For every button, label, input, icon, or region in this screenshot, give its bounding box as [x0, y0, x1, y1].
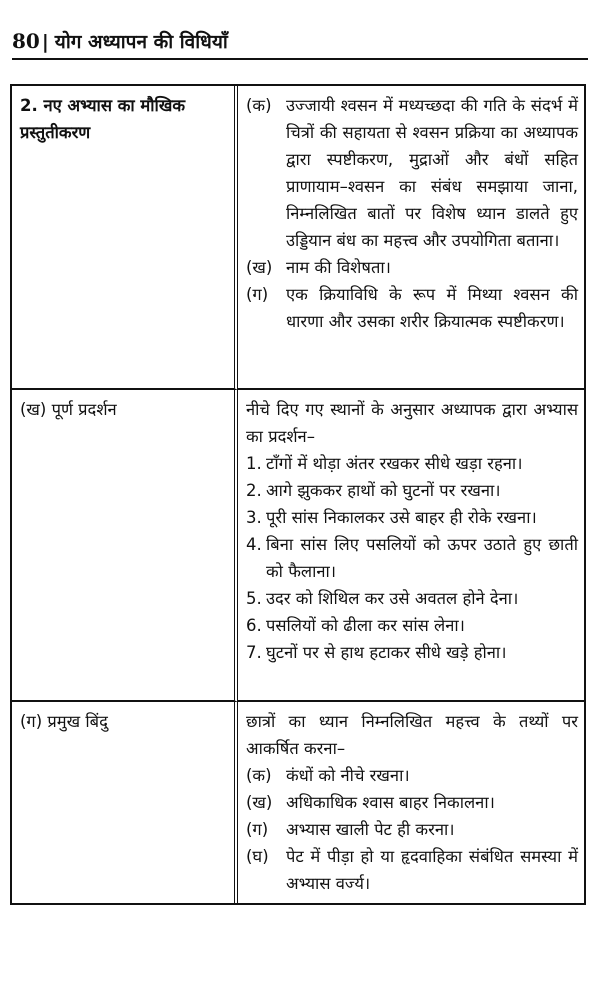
list-item [246, 762, 578, 789]
item-marker: 2. [246, 481, 262, 500]
content-table [10, 84, 586, 905]
item-text: घुटनों पर से हाथ हटाकर सीधे खड़े होना। [266, 643, 507, 662]
list-item [246, 816, 578, 843]
row-content-cell [238, 86, 584, 390]
item-marker: 7. [246, 643, 262, 662]
item-marker: (ख) [246, 793, 273, 812]
item-text: नाम की विशेषता। [286, 258, 391, 277]
list-item [246, 254, 578, 281]
item-marker: 3. [246, 508, 262, 527]
item-text: कंधों को नीचे रखना। [286, 766, 410, 785]
item-marker: (ख) [246, 258, 273, 277]
row-heading: (ख) पूर्ण प्रदर्शन [20, 400, 117, 419]
header-separator: | [41, 31, 49, 53]
item-text: उज्जायी श्वसन में मध्यच्छदा की गति के संदर्भ में चित्रों की सहायता से श्वसन प्रक्रिया का अध्यापक द्वारा स्पष्टीकरण, मुद्राओं और बंधों सहित प्राणायाम–श्वसन का संबंध समझाया जाना, निम्नलिखित बातों पर विशेष ध्यान डालते हुए उड्डियान बंध का महत्त्व और उपयोगिता बताना। [286, 96, 578, 250]
item-marker: 4. [246, 535, 262, 554]
table-row [12, 86, 584, 390]
row-content-cell [238, 702, 584, 903]
list-item [246, 612, 578, 639]
list-item [246, 843, 578, 897]
row-heading-cell [12, 86, 238, 390]
row-heading-cell [12, 702, 238, 903]
list-item [246, 639, 578, 666]
row-heading: 2. नए अभ्यास का मौखिक प्रस्तुतीकरण [20, 96, 186, 142]
item-text: पूरी सांस निकालकर उसे बाहर ही रोके रखना। [266, 508, 537, 527]
item-marker: (ग) [246, 820, 269, 839]
item-text: उदर को शिथिल कर उसे अवतल होने देना। [266, 589, 519, 608]
running-header [12, 28, 588, 54]
item-marker: 1. [246, 454, 262, 473]
item-text: पेट में पीड़ा हो या हृदवाहिका संबंधित समस्या में अभ्यास वर्ज्य। [286, 847, 578, 893]
chapter-title: योग अध्यापन की विधियाँ [54, 31, 228, 53]
item-marker: 6. [246, 616, 262, 635]
list-item [246, 281, 578, 335]
item-text: अधिकाधिक श्वास बाहर निकालना। [286, 793, 495, 812]
header-rule [12, 58, 588, 60]
item-marker: (क) [246, 766, 272, 785]
item-marker: (घ) [246, 847, 269, 866]
table-row [12, 390, 584, 702]
list-item [246, 531, 578, 585]
row-heading-cell [12, 390, 238, 702]
item-text: अभ्यास खाली पेट ही करना। [286, 820, 455, 839]
list-item [246, 504, 578, 531]
list-item [246, 450, 578, 477]
item-marker: 5. [246, 589, 262, 608]
row-heading: (ग) प्रमुख बिंदु [20, 712, 108, 731]
item-text: आगे झुककर हाथों को घुटनों पर रखना। [266, 481, 501, 500]
list-item [246, 92, 578, 254]
row-content-cell [238, 390, 584, 702]
list-item [246, 477, 578, 504]
item-marker: (ग) [246, 285, 269, 304]
item-marker: (क) [246, 96, 272, 115]
row-intro: छात्रों का ध्यान निम्नलिखित महत्त्व के तथ्यों पर आकर्षित करना– [246, 712, 578, 758]
table-row [12, 702, 584, 903]
item-text: बिना सांस लिए पसलियों को ऊपर उठाते हुए छाती को फैलाना। [266, 535, 578, 581]
item-text: एक क्रियाविधि के रूप में मिथ्या श्वसन की धारणा और उसका शरीर क्रियात्मक स्पष्टीकरण। [286, 285, 578, 331]
list-item [246, 789, 578, 816]
list-item [246, 585, 578, 612]
page-number: 80 [12, 29, 40, 53]
item-text: टाँगों में थोड़ा अंतर रखकर सीधे खड़ा रहना। [266, 454, 523, 473]
item-text: पसलियों को ढीला कर सांस लेना। [266, 616, 465, 635]
row-intro: नीचे दिए गए स्थानों के अनुसार अध्यापक द्वारा अभ्यास का प्रदर्शन– [246, 400, 578, 446]
